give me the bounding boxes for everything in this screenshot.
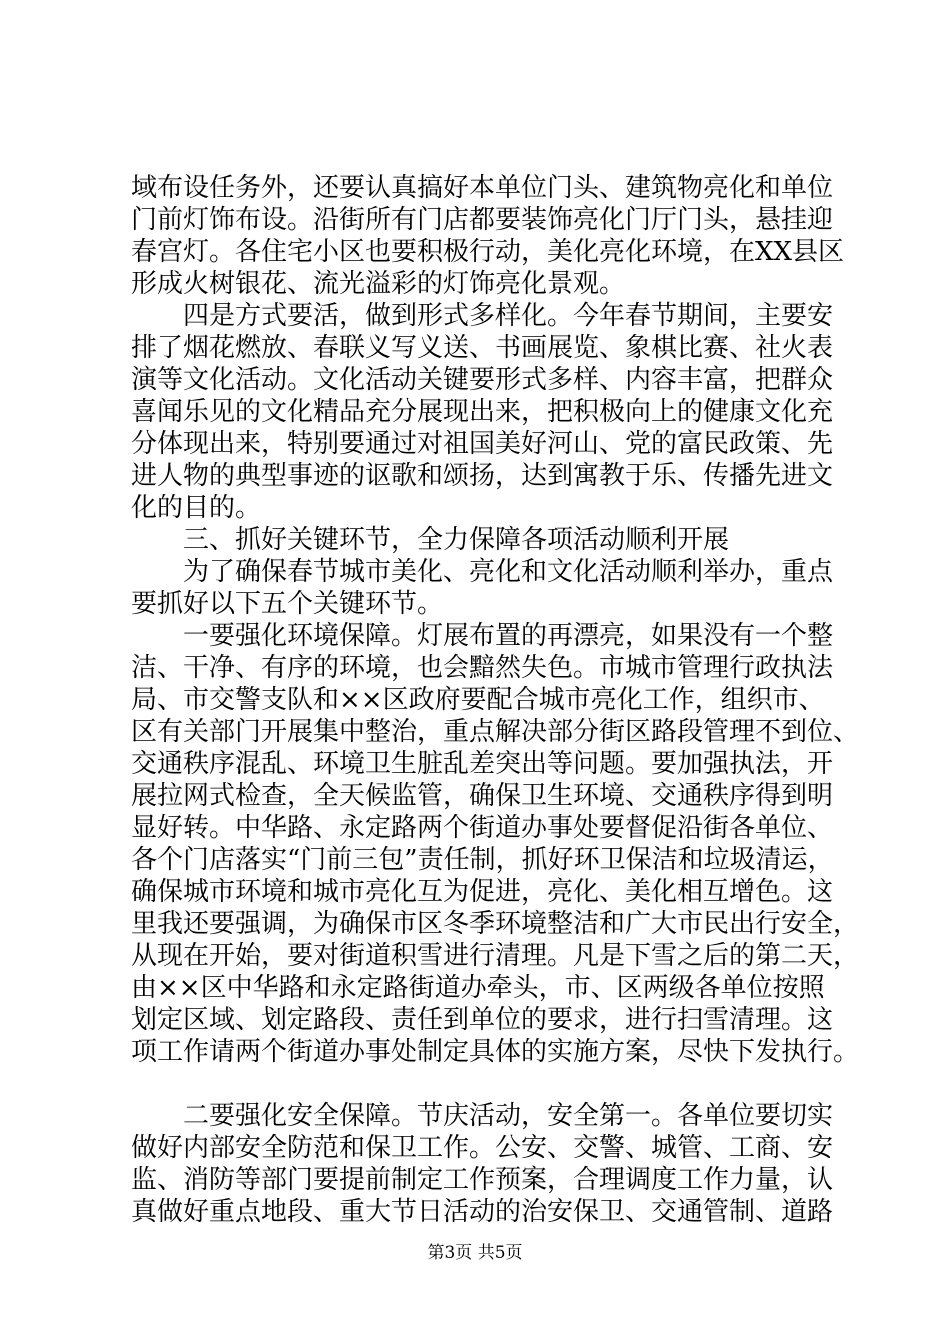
text-line: 局、市交警支队和××区政府要配合城市亮化工作，组织市、 [131, 685, 825, 715]
paragraph-point-four [131, 300, 834, 524]
section-heading: 三、抓好关键环节，全力保障各项活动顺利开展 [183, 525, 730, 555]
text-line: 排了烟花燃放、春联义写义送、书画展览、象棋比赛、社火表 [131, 333, 834, 363]
text-line: 做好内部安全防范和保卫工作。公安、交警、城管、工商、安 [131, 1133, 834, 1163]
text-line: 确保城市环境和城市亮化互为促进，亮化、美化相互增色。这 [131, 877, 834, 907]
text-line: 进人物的典型事迹的讴歌和颂扬，达到寓教于乐、传播先进文 [131, 461, 834, 491]
text-line: 交通秩序混乱、环境卫生脏乱差突出等问题。要加强执法，开 [131, 749, 834, 779]
paragraph-section-intro [131, 556, 834, 620]
text-line: 项工作请两个街道办事处制定具体的实施方案，尽快下发执行。 [131, 1037, 860, 1067]
text-line: 门前灯饰布设。沿街所有门店都要装饰亮化门厅门头，悬挂迎 [131, 205, 834, 235]
section-heading-three [131, 524, 827, 556]
text-line: 演等文化活动。文化活动关键要形式多样、内容丰富，把群众 [131, 365, 834, 395]
page-number-footer: 第3页 共5页 [427, 1243, 523, 1263]
text-line: 一要强化环境保障。灯展布置的再漂亮，如果没有一个整 [183, 621, 834, 651]
text-line: 从现在开始，要对街道积雪进行清理。凡是下雪之后的第二天， [131, 941, 860, 971]
text-line: 化的目的。 [131, 493, 262, 523]
text-line: 二要强化安全保障。节庆活动，安全第一。各单位要切实 [183, 1101, 834, 1131]
text-line: 由××区中华路和永定路街道办牵头，市、区两级各单位按照 [131, 973, 825, 1003]
text-line: 划定区域、划定路段、责任到单位的要求，进行扫雪清理。这 [131, 1005, 834, 1035]
text-line: 里我还要强调，为确保市区冬季环境整洁和广大市民出行安全， [131, 909, 860, 939]
text-line: 显好转。中华路、永定路两个街道办事处要督促沿街各单位、 [131, 813, 834, 843]
text-line: 区有关部门开展集中整治，重点解决部分街区路段管理不到位、 [131, 717, 860, 747]
blank-line [131, 1068, 827, 1100]
text-line: 各个门店落实“门前三包”责任制，抓好环卫保洁和垃圾清运， [131, 845, 834, 875]
text-line: 真做好重点地段、重大节日活动的治安保卫、交通管制、道路 [131, 1197, 834, 1227]
text-line: 要抓好以下五个关键环节。 [131, 589, 444, 619]
text-line: 四是方式要活，做到形式多样化。今年春节期间，主要安 [183, 301, 834, 331]
paragraph-safety [131, 1100, 834, 1228]
text-line: 春宫灯。各住宅小区也要积极行动，美化亮化环境，在XX县区 [131, 237, 845, 267]
document-body [131, 172, 860, 1228]
text-line: 域布设任务外，还要认真搞好本单位门头、建筑物亮化和单位 [131, 173, 834, 203]
text-line: 喜闻乐见的文化精品充分展现出来，把积极向上的健康文化充 [131, 397, 834, 427]
text-line: 洁、干净、有序的环境，也会黯然失色。市城市管理行政执法 [131, 653, 834, 683]
text-line: 展拉网式检查，全天候监管，确保卫生环境、交通秩序得到明 [131, 781, 834, 811]
paragraph-lighting-continuation [131, 172, 845, 300]
paragraph-environment [131, 620, 860, 1068]
text-line: 监、消防等部门要提前制定工作预案，合理调度工作力量，认 [131, 1165, 834, 1195]
text-line: 分体现出来，特别要通过对祖国美好河山、党的富民政策、先 [131, 429, 834, 459]
text-line: 为了确保春节城市美化、亮化和文化活动顺利举办，重点 [183, 557, 834, 587]
text-line: 形成火树银花、流光溢彩的灯饰亮化景观。 [131, 269, 626, 299]
